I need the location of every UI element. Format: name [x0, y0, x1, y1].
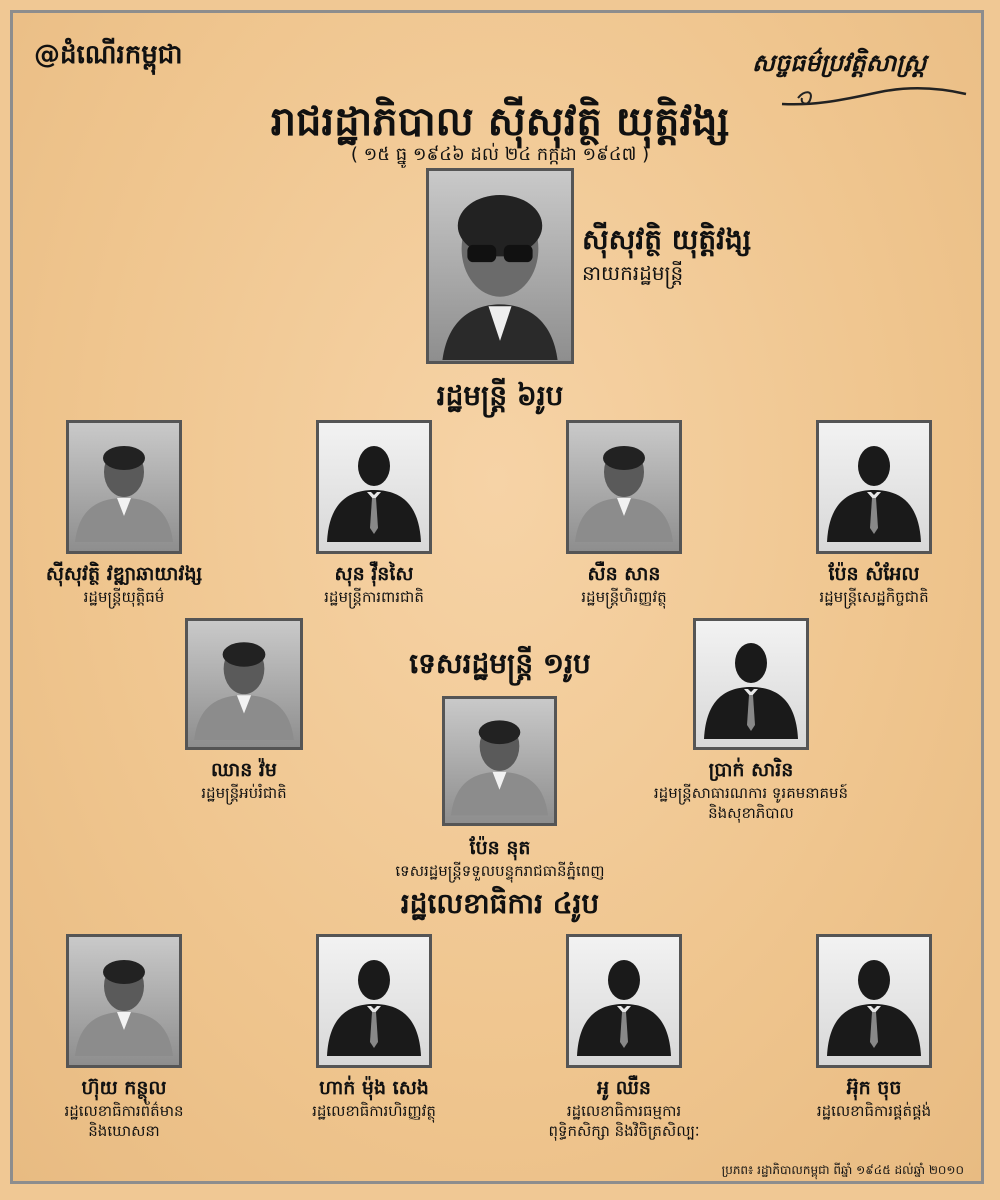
deputy-minister-photo — [442, 696, 557, 826]
secretary-1-photo — [66, 934, 182, 1068]
minister-4-photo — [816, 420, 932, 554]
secretary-3-role-line2: ពុទ្ធិកសិក្សា និងវិចិត្រសិល្បៈ — [548, 1122, 700, 1140]
page-subtitle: ( ១៥ ធ្នូ ១៩៤៦ ដល់ ២៤ កក្កដា ១៩៤៧ ) — [350, 144, 650, 165]
secretary-2-photo — [316, 934, 432, 1068]
minister-6-name: ប្រាក់ សារិន — [708, 759, 794, 781]
portrait-icon — [69, 937, 179, 1065]
minister-6-role-line2: និងសុខាភិបាល — [708, 804, 794, 822]
person-silhouette-icon — [319, 423, 429, 551]
minister-2-name: សុន វ៉ឺនសៃ — [334, 563, 414, 585]
secretary-3-photo — [566, 934, 682, 1068]
portrait-icon — [429, 171, 571, 361]
person-silhouette-icon — [696, 621, 806, 747]
page-title: រាជរដ្ឋាភិបាល ស៊ីសុវត្ថិ យុត្តិវង្ស — [270, 99, 730, 145]
secretary-1-name: ហ៊ុយ កន្ថុល — [81, 1077, 167, 1099]
portrait-icon — [188, 621, 300, 747]
secretary-1-role: រដ្ឋលេខាធិការព័ត៌មាន — [64, 1102, 184, 1120]
secretary-3-role: រដ្ឋលេខាធិការធម្មការ — [566, 1102, 682, 1120]
secretary-3-name: អូ ឈឺន — [597, 1077, 651, 1099]
minister-2-role: រដ្ឋមន្ត្រីការពារជាតិ — [324, 588, 424, 606]
deputy-minister-role: ទេសរដ្ឋមន្ត្រីទទួលបន្ទុករាជធានីភ្នំពេញ — [395, 862, 605, 880]
page-tag: @ដំណើរកម្ពុជា — [34, 40, 183, 70]
secretary-2-role: រដ្ឋលេខាធិការហិរញ្ញវត្ថុ — [312, 1102, 436, 1120]
source-note: ប្រភព៖ រដ្ឋាភិបាលកម្ពុជា ពីឆ្នាំ ១៩៤៥ ដល់ឆ្នាំ ២០១០ — [721, 1163, 964, 1177]
minister-3-name: សឺន សាន — [587, 563, 661, 585]
prime-minister-role: នាយករដ្ឋមន្ត្រី — [582, 261, 684, 285]
minister-5-name: ឈាន វ៉ម — [211, 759, 277, 781]
person-silhouette-icon — [819, 937, 929, 1065]
section-deputy-minister: ទេសរដ្ឋមន្ត្រី ១រូប — [409, 647, 591, 680]
deputy-minister-name: ប៉ែន នុត — [469, 837, 531, 859]
minister-6-photo — [693, 618, 809, 750]
minister-5-photo — [185, 618, 303, 750]
person-silhouette-icon — [819, 423, 929, 551]
minister-4-name: ប៉ែន សំអែល — [828, 563, 920, 585]
secretary-4-name: អ៊ុក ចុច — [846, 1077, 902, 1099]
secretary-2-name: ហាក់ ម៉ុង សេង — [319, 1077, 429, 1099]
portrait-icon — [569, 423, 679, 551]
minister-6-role: រដ្ឋមន្ត្រីសាធារណការ ទូរគមនាគមន៍ — [653, 784, 849, 802]
minister-5-role: រដ្ឋមន្ត្រីអប់រំជាតិ — [201, 784, 287, 802]
secretary-1-role-line2: និងឃោសនា — [88, 1122, 160, 1140]
person-silhouette-icon — [569, 937, 679, 1065]
person-silhouette-icon — [319, 937, 429, 1065]
section-secretaries: រដ្ឋលេខាធិការ ៤រូប — [400, 887, 600, 920]
prime-minister-name: ស៊ីសុវត្ថិ យុត្តិវង្ស — [582, 223, 752, 256]
minister-1-role: រដ្ឋមន្ត្រីយុត្តិធម៌ — [83, 588, 165, 606]
secretary-4-photo — [816, 934, 932, 1068]
minister-1-name: ស៊ីសុវត្ថិ វឌ្ឍាឆាយាវង្ស — [45, 563, 203, 585]
secretary-4-role: រដ្ឋលេខាធិការផ្គត់ផ្គង់ — [816, 1102, 932, 1120]
section-ministers: រដ្ឋមន្ត្រី ៦រូប — [436, 379, 564, 412]
minister-4-role: រដ្ឋមន្ត្រីសេដ្ឋកិច្ចជាតិ — [819, 588, 929, 606]
minister-1-photo — [66, 420, 182, 554]
minister-3-photo — [566, 420, 682, 554]
prime-minister-photo — [426, 168, 574, 364]
portrait-icon — [445, 699, 554, 823]
minister-2-photo — [316, 420, 432, 554]
brand-logo-text: សច្ចធម៌ប្រវត្តិសាស្ត្រ — [752, 49, 927, 77]
minister-3-role: រដ្ឋមន្ត្រីហិរញ្ញវត្ថុ — [581, 588, 667, 606]
portrait-icon — [69, 423, 179, 551]
